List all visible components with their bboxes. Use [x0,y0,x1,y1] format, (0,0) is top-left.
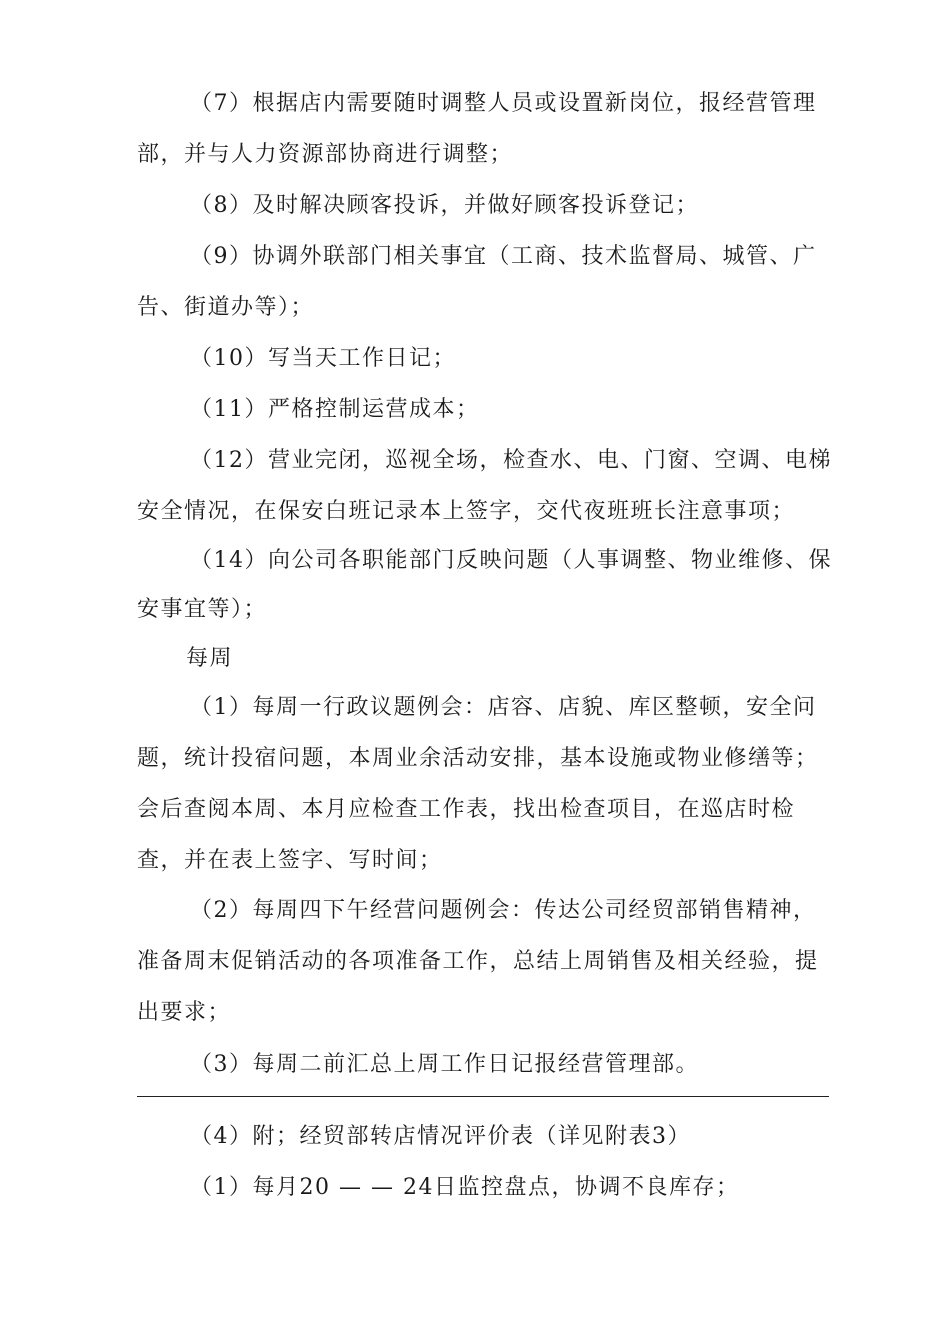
paragraph-item-10: （10）写当天工作日记； [190,346,456,371]
horizontal-divider [137,1096,829,1097]
paragraph-item-11: （11）严格控制运营成本； [190,397,480,422]
weekly-item-4: （4）附；经贸部转店情况评价表（详见附表3） [190,1124,691,1149]
weekly-item-1-line-3: 会后查阅本周、本月应检查工作表，找出检查项目，在巡店时检 [137,797,796,822]
weekly-item-1-line-2: 题，统计投宿问题，本周业余活动安排，基本设施或物业修缮等； [137,746,819,771]
weekly-item-1-line-1: （1）每周一行政议题例会：店容、店貌、库区整顿，安全问 [190,695,817,720]
weekly-item-3: （3）每周二前汇总上周工作日记报经营管理部。 [190,1052,699,1077]
weekly-item-1-line-4: 查，并在表上签字、写时间； [137,848,443,873]
paragraph-item-12-line-2: 安全情况，在保安白班记录本上签字，交代夜班班长注意事项； [137,499,796,524]
paragraph-item-9-line-2: 告、街道办等）； [137,295,315,320]
section-heading-weekly: 每周 [186,646,234,671]
paragraph-item-7-line-2: 部，并与人力资源部协商进行调整； [137,142,514,167]
weekly-item-2-line-2: 准备周末促销活动的各项准备工作，总结上周销售及相关经验，提 [137,949,819,974]
paragraph-item-14-line-2: 安事宜等）； [137,597,268,622]
paragraph-item-8: （8）及时解决顾客投诉，并做好顾客投诉登记； [190,193,699,218]
paragraph-item-9-line-1: （9）协调外联部门相关事宜（工商、技术监督局、城管、广 [190,244,817,269]
weekly-item-2-line-3: 出要求； [137,1000,232,1025]
monthly-item-1: （1）每月20 — — 24日监控盘点，协调不良库存； [190,1175,740,1200]
paragraph-item-7-line-1: （7）根据店内需要随时调整人员或设置新岗位，报经营管理 [190,91,817,116]
weekly-item-2-line-1: （2）每周四下午经营问题例会：传达公司经贸部销售精神， [190,898,817,923]
paragraph-item-14-line-1: （14）向公司各职能部门反映问题（人事调整、物业维修、保 [190,548,832,573]
paragraph-item-12-line-1: （12）营业完闭，巡视全场，检查水、电、门窗、空调、电梯 [190,448,832,473]
